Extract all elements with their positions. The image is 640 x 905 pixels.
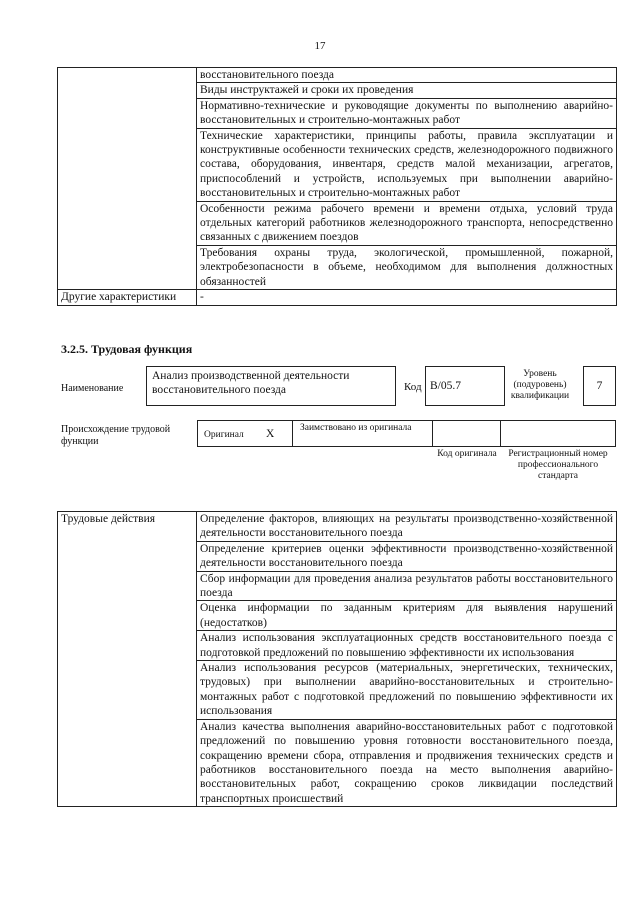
- qualification-level-value: 7: [583, 366, 616, 406]
- reg-number-caption: Регистрационный номер профессионального стандарта: [508, 449, 608, 481]
- original-mark: X: [266, 428, 275, 440]
- code-original-caption: Код оригинала: [437, 449, 497, 459]
- labor-actions-table: [57, 511, 617, 807]
- labor-action-row: Анализ качества выполнения аварийно-восстановительных работ с подготовкой предложений по повышению уровня готовности восстановительного поезда, сокращению времени сбора, отправления и продвижения технических средств и работников восстановительного поезда на место выполнения аварийно-восстановительных работ, сокращению сроков ликвидации последствий транспортных происшествий: [197, 719, 617, 806]
- knowledge-label-cell: [58, 68, 197, 290]
- labor-action-row: Сбор информации для проведения анализа результатов работы восстановительного поезда: [197, 571, 617, 601]
- code-label: Код: [404, 381, 422, 393]
- knowledge-row: Нормативно-технические и руководящие документы по выполнению аварийно-восстановительных и строительно-монтажных работ: [197, 98, 617, 128]
- knowledge-row: восстановительного поезда: [197, 68, 617, 83]
- labor-action-row: Оценка информации по заданным критериям для выявления нарушений (недостатков): [197, 601, 617, 631]
- divider: [500, 421, 501, 446]
- knowledge-row: Требования охраны труда, экологической, промышленной, пожарной, электробезопасности в объеме, необходимом для выполнения должностных обязанностей: [197, 245, 617, 289]
- name-value: Анализ производственной деятельности восстановительного поезда: [146, 366, 396, 406]
- origin-table: [197, 420, 616, 447]
- divider: [292, 421, 293, 446]
- knowledge-table: [57, 67, 617, 306]
- qualification-level-label: Уровень (подуровень) квалификации: [510, 369, 570, 401]
- labor-actions-label: Трудовые действия: [58, 512, 197, 807]
- labor-action-row: Анализ использования эксплуатационных средств восстановительного поезда с подготовкой предложений по повышению эффективности их использования: [197, 631, 617, 661]
- original-label: Оригинал: [204, 430, 244, 440]
- labor-action-row: Анализ использования ресурсов (материальных, энергетических, технических, трудовых) при выполнении аварийно-восстановительных и строительно-монтажных работ с подготовкой предложений по повышению эффективности их использования: [197, 661, 617, 720]
- origin-label: Происхождение трудовой функции: [61, 424, 171, 447]
- name-label: Наименование: [61, 383, 124, 394]
- borrowed-label: Заимствовано из оригинала: [300, 423, 412, 433]
- knowledge-row: Технические характеристики, принципы работы, правила эксплуатации и конструктивные особенности технических средств, железнодорожного подвижного состава, оборудования, инвентаря, средств малой механизации, агрегатов, приспособлений и устройств, используемых при выполнении аварийно-восстановительных и строительно-монтажных работ: [197, 128, 617, 201]
- other-characteristics-value: -: [197, 290, 617, 305]
- labor-action-row: Определение факторов, влияющих на результаты производственно-хозяйственной деятельности восстановительного поезда: [197, 512, 617, 542]
- labor-action-row: Определение критериев оценки эффективности производственно-хозяйственной деятельности восстановительного поезда: [197, 541, 617, 571]
- knowledge-row: Виды инструктажей и сроки их проведения: [197, 83, 617, 98]
- divider: [432, 421, 433, 446]
- section-title: 3.2.5. Трудовая функция: [61, 342, 193, 356]
- code-value: B/05.7: [425, 366, 505, 406]
- knowledge-row: Особенности режима рабочего времени и времени отдыха, условий труда отдельных категорий работников железнодорожного транспорта, непосредственно связанных с движением поездов: [197, 201, 617, 245]
- page-number: 17: [314, 40, 326, 52]
- other-characteristics-label: Другие характеристики: [58, 290, 197, 305]
